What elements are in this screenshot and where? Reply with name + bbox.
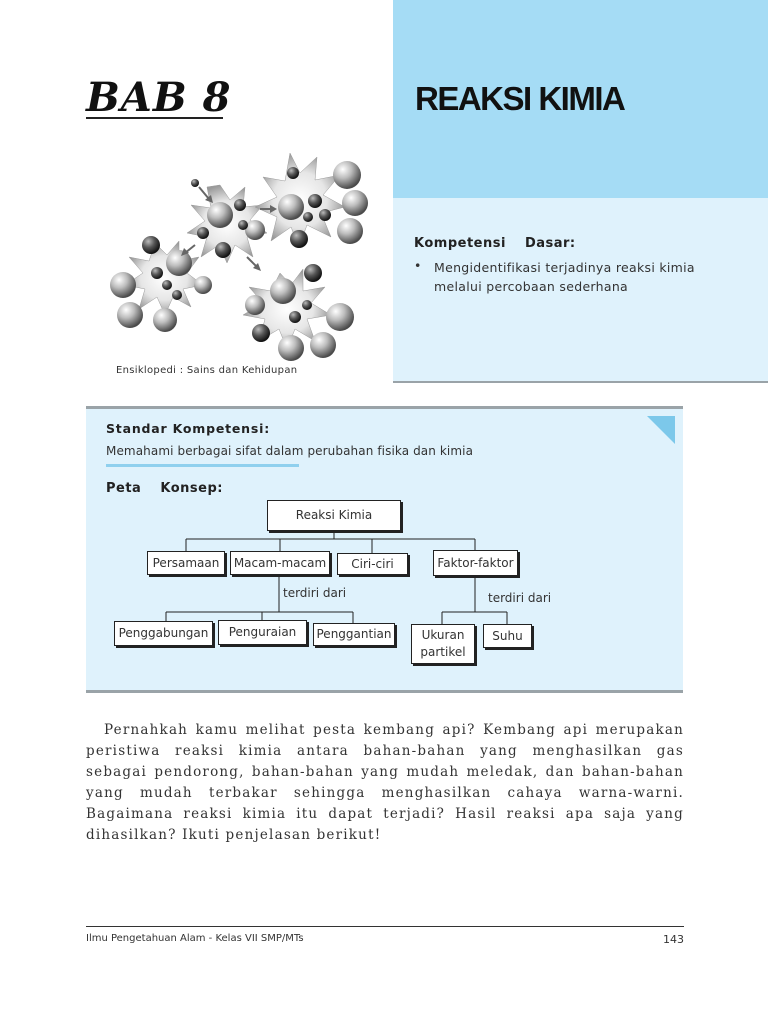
chapter-underline	[86, 117, 223, 119]
bullet-icon: •	[414, 258, 422, 273]
molecule-illustration	[95, 145, 375, 365]
chapter-number: BAB 8	[86, 74, 232, 121]
corner-triangle-icon	[647, 416, 675, 444]
node-reaksi-kimia: Reaksi Kimia	[267, 500, 401, 531]
kompetensi-dasar-item: Mengidentifikasi terjadinya reaksi kimia melalui percobaan sederhana	[434, 260, 695, 294]
node-macam-macam: Macam-macam	[230, 551, 330, 575]
page-number: 143	[663, 933, 684, 946]
accent-underline	[106, 464, 299, 467]
node-persamaan: Persamaan	[147, 551, 225, 575]
kompetensi-dasar-title: Kompetensi Dasar:	[414, 236, 576, 251]
footer-book-title: Ilmu Pengetahuan Alam - Kelas VII SMP/MTs	[86, 933, 304, 944]
standar-kompetensi-text: Memahami berbagai sifat dalam perubahan fisika dan kimia	[106, 444, 474, 458]
node-penggabungan: Penggabungan	[114, 621, 213, 646]
link-label-terdiri-dari: terdiri dari	[283, 586, 347, 600]
node-faktor-faktor: Faktor-faktor	[433, 550, 518, 576]
peta-konsep-title: Peta Konsep:	[106, 481, 223, 496]
link-label-terdiri-dari: terdiri dari	[488, 591, 552, 605]
chapter-title: REAKSI KIMIA	[415, 80, 625, 117]
standar-kompetensi-title: Standar Kompetensi:	[106, 421, 270, 436]
panel-divider	[393, 381, 768, 383]
node-ciri-ciri: Ciri-ciri	[337, 553, 408, 575]
node-penggantian: Penggantian	[313, 623, 395, 646]
node-suhu: Suhu	[483, 624, 532, 648]
node-penguraian: Penguraian	[218, 620, 307, 645]
footer-rule	[86, 926, 684, 927]
intro-paragraph: Pernahkah kamu melihat pesta kembang api? Kembang api merupakan peristiwa reaksi kimia antara bahan-bahan yang menghasilkan gas sebagai pendorong, bahan-bahan yang mudah meledak, dan bahan-bahan yang mudah terbakar sehingga menghasilkan cahaya warna-warni. Bagaimana reaksi kimia itu dapat terjadi? Hasil reaksi apa saja yang dihasilkan? Ikuti penjelasan berikut!	[86, 722, 684, 843]
node-ukuran-partikel: Ukuran partikel	[411, 624, 475, 664]
illustration-caption: Ensiklopedi : Sains dan Kehidupan	[116, 365, 298, 376]
